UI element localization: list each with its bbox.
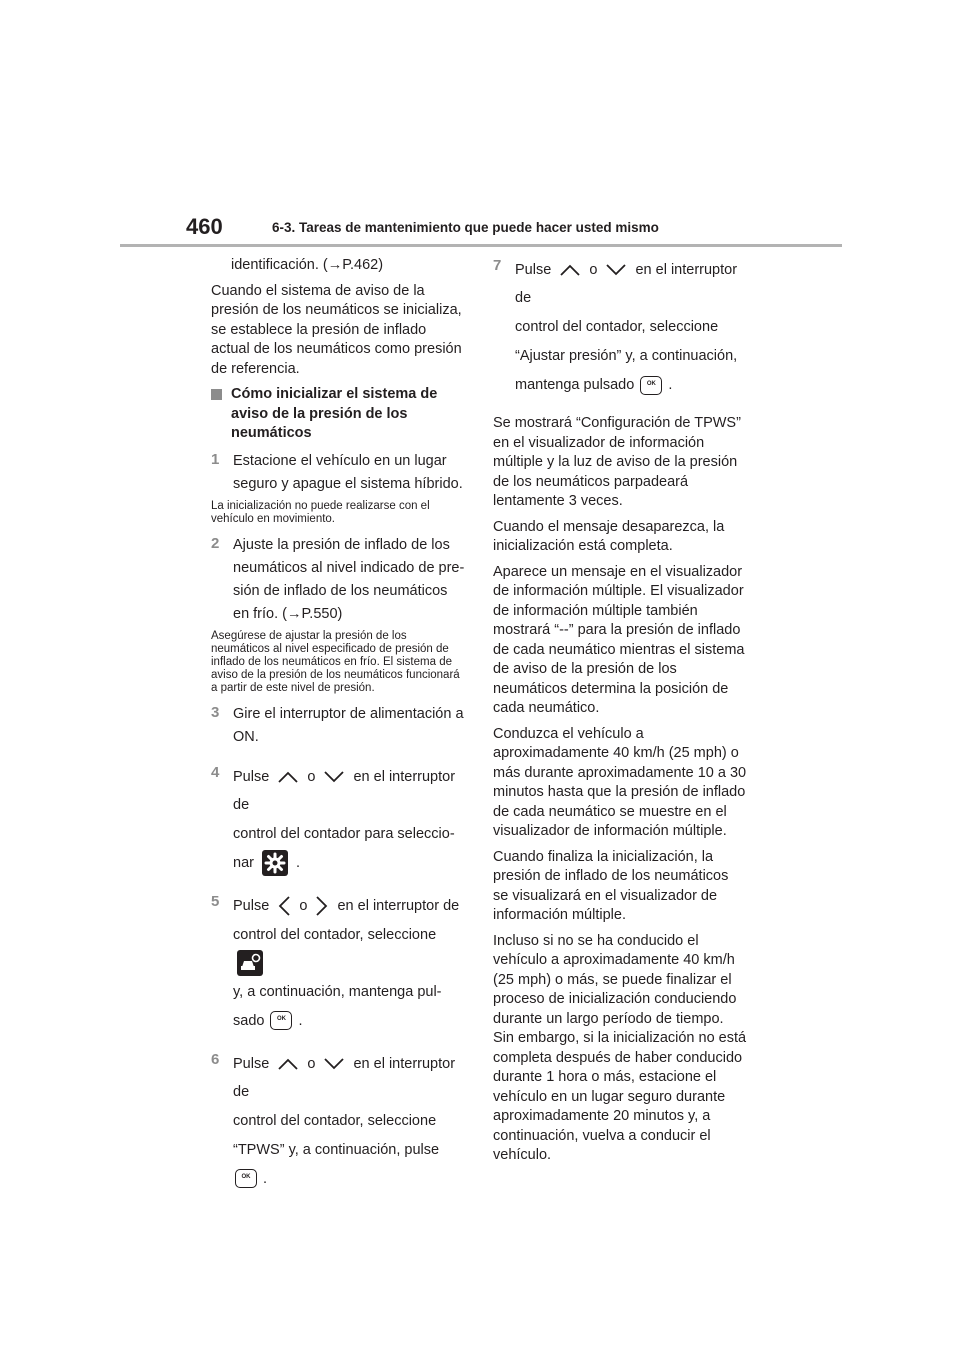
- step-number: 7: [493, 257, 502, 274]
- paragraph: Se mostrará “Configuración de TPWS” en el visualizador de información múltiple y la luz de aviso de la presión de los neumáticos parpadeará lentamente 3 veces.: [493, 415, 741, 509]
- step-text: nar: [233, 854, 254, 871]
- intro-continuation: identificación. (→P.462): [231, 257, 384, 273]
- step-line: Estacione el vehículo en un lugar: [233, 452, 447, 469]
- step-text: o: [299, 897, 308, 914]
- step-line: y, a continuación, mantenga pul-: [233, 983, 442, 1000]
- step-line: “TPWS” y, a continuación, pulse: [233, 1141, 440, 1158]
- step-text: Pulse: [233, 897, 270, 914]
- step-line: neumáticos al nivel indicado de pre-: [233, 559, 465, 576]
- paragraph: Aparece un mensaje en el visualizador de información múltiple. El visualizador de información múltiple también mostrará “--” para la presión de inflado de cada neumático mientras el sistema de aviso de la presión de los neumáticos determina la posición de cada neumático.: [493, 563, 745, 716]
- chevron-up-icon: [559, 263, 581, 277]
- chevron-left-icon: [277, 895, 291, 917]
- ok-button-icon: OK: [640, 376, 662, 395]
- step-note: Asegúrese de ajustar la presión de los neumáticos al nivel especificado de presión de inflado de los neumáticos en frío. El sistema de aviso de la presión de los neumáticos funcionará a partir de este nivel de presión.: [211, 629, 460, 694]
- chevron-down-icon: [323, 1057, 345, 1071]
- step-note: La inicialización no puede realizarse con el vehículo en movimiento.: [211, 499, 430, 525]
- step-text: .: [296, 854, 301, 871]
- step-text: control del contador, seleccione: [233, 926, 437, 943]
- subheading-text: Cómo inicializar el sistema de aviso de la presión de los neumáticos: [231, 386, 438, 441]
- step-text: Pulse: [233, 768, 270, 785]
- step-1: [211, 450, 465, 496]
- step-number: 4: [211, 763, 220, 781]
- step-line: “Ajustar presión” y, a continuación,: [515, 348, 738, 364]
- chevron-right-icon: [315, 895, 329, 917]
- step-line: en frío. (→P.550): [233, 605, 343, 622]
- chevron-down-icon: [323, 770, 345, 784]
- ok-button-icon: OK: [270, 1011, 292, 1030]
- ok-button-icon: OK: [235, 1169, 257, 1188]
- step-number: 1: [211, 450, 220, 468]
- step-text: Pulse: [233, 1055, 270, 1072]
- step-text: en el interruptor de: [233, 1055, 456, 1100]
- step-5: [211, 892, 465, 1036]
- step-text: Pulse: [515, 262, 552, 278]
- step-3: [211, 703, 465, 749]
- step-line: Ajuste la presión de inflado de los: [233, 536, 450, 553]
- step-number: 2: [211, 534, 220, 552]
- paragraph: Cuando el mensaje desaparezca, la inicialización está completa.: [493, 518, 725, 554]
- step-text: .: [298, 1012, 303, 1029]
- step-text: en el interruptor de: [337, 897, 460, 914]
- chevron-up-icon: [277, 1057, 299, 1071]
- paragraph: Cuando finaliza la inicialización, la presión de inflado de los neumáticos se visualizará en el visualizador de información múltiple.: [493, 848, 729, 923]
- step-2: [211, 534, 465, 626]
- step-line: ON.: [233, 728, 259, 745]
- step-line: seguro y apague el sistema híbrido.: [233, 475, 463, 492]
- step-line: sión de inflado de los neumáticos: [233, 582, 448, 599]
- chevron-up-icon: [277, 770, 299, 784]
- step-number: 5: [211, 892, 220, 910]
- step-7: [493, 256, 747, 400]
- step-line: control del contador, seleccione: [233, 1112, 437, 1129]
- step-text: mantenga pulsado: [515, 377, 635, 393]
- step-text: o: [307, 768, 316, 785]
- step-6: [211, 1050, 465, 1194]
- step-line: control del contador, seleccione: [515, 319, 719, 335]
- subheading: [211, 385, 465, 444]
- section-title: 6-3. Tareas de mantenimiento que puede hacer usted mismo: [272, 220, 659, 235]
- page-number: 460: [186, 214, 223, 239]
- step-4: [211, 763, 465, 878]
- step-number: 3: [211, 703, 220, 721]
- intro-paragraph: Cuando el sistema de aviso de la presión de los neumáticos se inicializa, se establece la presión de inflado actual de los neumáticos como presión de referencia.: [211, 282, 462, 377]
- step-number: 6: [211, 1050, 220, 1068]
- step-text: .: [263, 1170, 268, 1187]
- chevron-down-icon: [605, 263, 627, 277]
- square-bullet-icon: [211, 389, 222, 400]
- gear-settings-icon: [262, 850, 288, 876]
- paragraph: Conduzca el vehículo a aproximadamente 40 km/h (25 mph) o más durante aproximadamente 10 a 30 minutos hasta que la presión de inflado de cada neumático se muestre en el visualizador de información múltiple.: [493, 725, 747, 839]
- vehicle-settings-icon: [237, 950, 263, 976]
- step-text: sado: [233, 1012, 265, 1029]
- step-text: .: [668, 377, 673, 393]
- step-text: o: [307, 1055, 316, 1072]
- paragraph: Incluso si no se ha conducido el vehículo a aproximadamente 40 km/h (25 mph) o más, se puede finalizar el proceso de inicialización conduciendo durante un largo período de tiempo. Sin embargo, si la inicialización no está completa después de haber conducido durante 1 hora o más, estacione el vehículo en un lugar seguro durante aproximadamente 20 minutos y, a continuación, vuelva a conducir el vehículo.: [493, 932, 747, 1163]
- step-text: o: [589, 262, 598, 278]
- left-column: [211, 256, 465, 1198]
- step-text: en el interruptor de: [515, 262, 738, 306]
- right-column: [493, 256, 747, 1172]
- step-line: control del contador para seleccio-: [233, 825, 455, 842]
- header-rule: [120, 244, 842, 247]
- step-line: Gire el interruptor de alimentación a: [233, 705, 464, 722]
- step-text: en el interruptor de: [233, 768, 456, 813]
